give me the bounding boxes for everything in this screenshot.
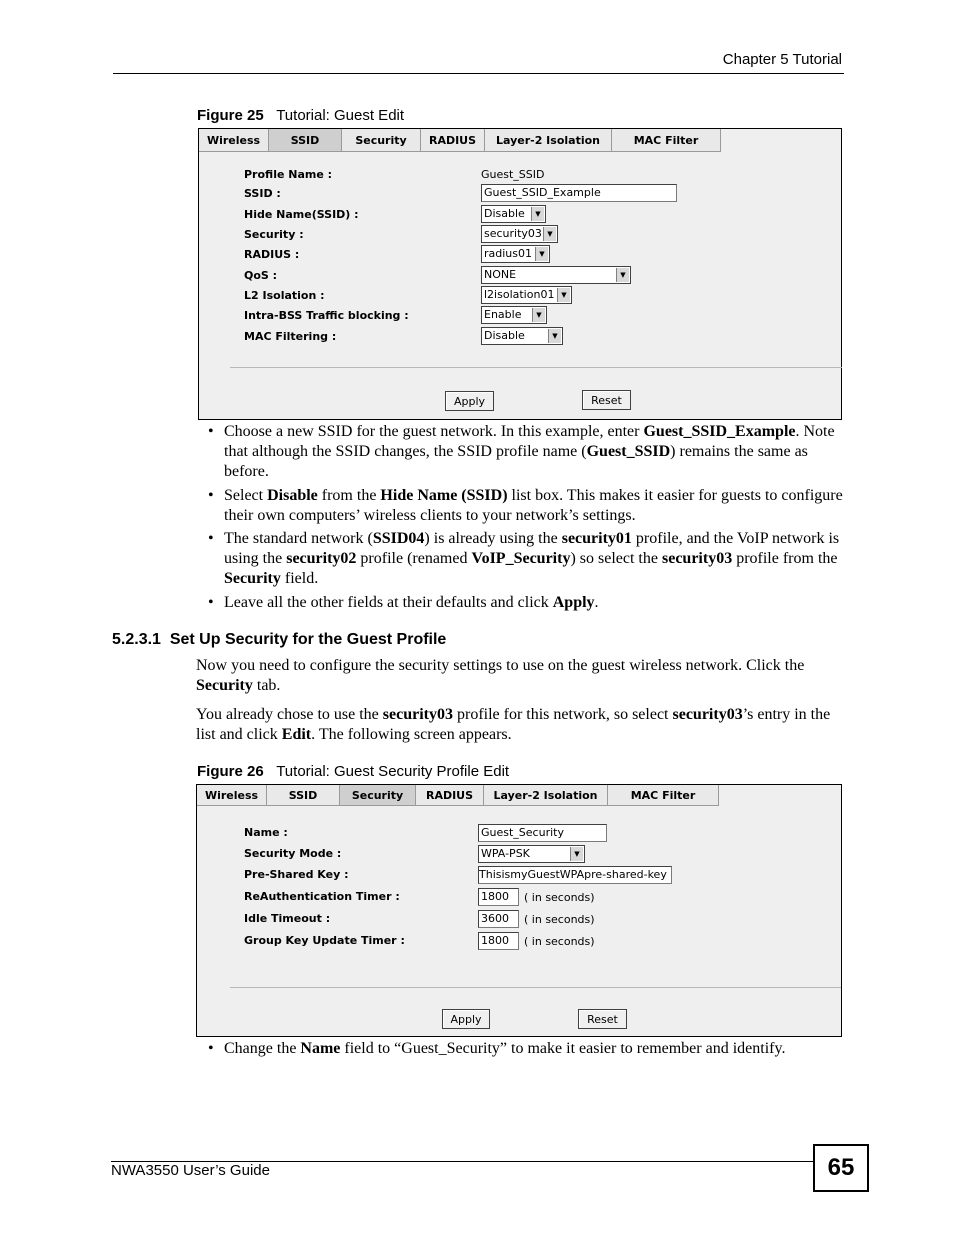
mac-filtering-select[interactable] bbox=[481, 327, 563, 345]
figure-25-caption bbox=[197, 107, 404, 124]
security-mode-value: WPA-PSK bbox=[481, 847, 530, 860]
tab-wireless[interactable]: Wireless bbox=[197, 785, 267, 806]
idle-timeout-input[interactable]: 3600 bbox=[478, 910, 519, 928]
mac-filtering-value: Disable bbox=[484, 329, 525, 342]
reauth-unit: ( in seconds) bbox=[524, 891, 595, 904]
chevron-down-icon: ▼ bbox=[535, 247, 548, 261]
chevron-down-icon: ▼ bbox=[616, 268, 629, 282]
figure-title: Tutorial: Guest Edit bbox=[276, 107, 405, 124]
label-security-mode: Security Mode : bbox=[244, 847, 342, 860]
apply-button[interactable]: Apply bbox=[442, 1009, 490, 1029]
label-pre-shared-key: Pre-Shared Key : bbox=[244, 868, 349, 881]
radius-value: radius01 bbox=[484, 247, 533, 260]
label-idle-timeout: Idle Timeout : bbox=[244, 912, 331, 925]
chevron-down-icon: ▼ bbox=[570, 847, 583, 861]
label-radius: RADIUS : bbox=[244, 248, 300, 261]
reset-button[interactable]: Reset bbox=[578, 1009, 627, 1029]
tab-bar bbox=[197, 785, 841, 807]
tab-mac-filter[interactable]: MAC Filter bbox=[608, 785, 719, 806]
tab-ssid[interactable]: SSID bbox=[269, 129, 342, 152]
tab-radius[interactable]: RADIUS bbox=[421, 129, 485, 152]
intra-bss-value: Enable bbox=[484, 308, 522, 321]
divider bbox=[230, 987, 841, 988]
divider bbox=[230, 367, 842, 368]
label-profile-name: Profile Name : bbox=[244, 168, 333, 181]
figure-26-caption bbox=[197, 763, 509, 780]
chevron-down-icon: ▼ bbox=[548, 329, 561, 343]
label-group-key-timer: Group Key Update Timer : bbox=[244, 934, 405, 947]
label-security: Security : bbox=[244, 228, 304, 241]
figure-number: Figure 26 bbox=[197, 763, 264, 780]
label-l2-isolation: L2 Isolation : bbox=[244, 289, 325, 302]
label-reauth-timer: ReAuthentication Timer : bbox=[244, 890, 400, 903]
apply-button[interactable]: Apply bbox=[445, 391, 494, 411]
label-intra-bss: Intra-BSS Traffic blocking : bbox=[244, 309, 409, 322]
tab-bar bbox=[199, 129, 841, 153]
paragraph-security-settings: Now you need to configure the security settings to use on the guest wireless network. Click the Security tab. bbox=[196, 657, 805, 694]
pre-shared-key-input[interactable]: ThisismyGuestWPApre-shared-key bbox=[478, 866, 672, 884]
idle-unit: ( in seconds) bbox=[524, 913, 595, 926]
label-ssid: SSID : bbox=[244, 187, 281, 200]
security-select[interactable] bbox=[481, 225, 558, 243]
tab-ssid[interactable]: SSID bbox=[267, 785, 340, 806]
label-hide-name: Hide Name(SSID) : bbox=[244, 208, 359, 221]
group-key-unit: ( in seconds) bbox=[524, 935, 595, 948]
figure-number: Figure 25 bbox=[197, 107, 264, 124]
chevron-down-icon: ▼ bbox=[531, 207, 544, 221]
l2-isolation-select[interactable] bbox=[481, 286, 572, 304]
page-number: 65 bbox=[813, 1144, 869, 1192]
tab-mac-filter[interactable]: MAC Filter bbox=[612, 129, 721, 152]
radius-select[interactable] bbox=[481, 245, 550, 263]
profile-name-value: Guest_SSID bbox=[481, 168, 545, 181]
bullet-hide-name: • Select Disable from the Hide Name (SSID) list box. This makes it easier for guests to configure their own computers’ wireless clients to your network’s settings. bbox=[208, 487, 843, 524]
bullet-leave-defaults: • Leave all the other fields at their defaults and click Apply. bbox=[208, 594, 599, 611]
security-mode-select[interactable] bbox=[478, 845, 585, 863]
tab-layer2-isolation[interactable]: Layer-2 Isolation bbox=[485, 129, 612, 152]
hide-name-value: Disable bbox=[484, 207, 525, 220]
qos-value: NONE bbox=[484, 268, 517, 281]
chevron-down-icon: ▼ bbox=[557, 288, 570, 302]
section-heading: 5.2.3.1 Set Up Security for the Guest Profile bbox=[112, 631, 447, 648]
chapter-title: Chapter 5 Tutorial bbox=[722, 51, 842, 68]
label-qos: QoS : bbox=[244, 269, 278, 282]
hide-name-select[interactable] bbox=[481, 205, 546, 223]
qos-select[interactable] bbox=[481, 266, 631, 284]
tab-security[interactable]: Security bbox=[342, 129, 421, 152]
reauth-timer-input[interactable]: 1800 bbox=[478, 888, 519, 906]
bullet-choose-ssid: • Choose a new SSID for the guest network. In this example, enter Guest_SSID_Example. Note that although the SSID changes, the SSID profile name (Guest_SSID) remains the same as before. bbox=[208, 423, 835, 480]
reset-button[interactable]: Reset bbox=[582, 390, 631, 410]
tab-wireless[interactable]: Wireless bbox=[199, 129, 269, 152]
security-value: security03 bbox=[484, 227, 542, 240]
guide-title: NWA3550 User’s Guide bbox=[111, 1162, 270, 1179]
label-mac-filtering: MAC Filtering : bbox=[244, 330, 337, 343]
chevron-down-icon: ▼ bbox=[532, 308, 545, 322]
name-input[interactable]: Guest_Security bbox=[478, 824, 607, 842]
guest-edit-screen bbox=[198, 128, 842, 420]
ssid-input[interactable]: Guest_SSID_Example bbox=[481, 184, 677, 202]
paragraph-select-profile: You already chose to use the security03 profile for this network, so select security03’s entry in the list and click Edit. The following screen appears. bbox=[196, 706, 831, 743]
bullet-change-name: • Change the Name field to “Guest_Security” to make it easier to remember and identify. bbox=[208, 1040, 786, 1057]
tab-security[interactable]: Security bbox=[340, 785, 416, 806]
tab-layer2-isolation[interactable]: Layer-2 Isolation bbox=[484, 785, 608, 806]
chevron-down-icon: ▼ bbox=[543, 227, 556, 241]
figure-title: Tutorial: Guest Security Profile Edit bbox=[276, 763, 510, 780]
header-rule bbox=[113, 73, 844, 74]
bullet-security-profile: • The standard network (SSID04) is already using the security01 profile, and the VoIP network is using the security02 profile (renamed VoIP_Security) so select the security03 profile from the Security field. bbox=[208, 530, 840, 587]
tab-radius[interactable]: RADIUS bbox=[416, 785, 484, 806]
l2-isolation-value: l2isolation01 bbox=[484, 288, 555, 301]
group-key-timer-input[interactable]: 1800 bbox=[478, 932, 519, 950]
label-name: Name : bbox=[244, 826, 288, 839]
intra-bss-select[interactable] bbox=[481, 306, 547, 324]
guest-security-edit-screen bbox=[196, 784, 842, 1037]
